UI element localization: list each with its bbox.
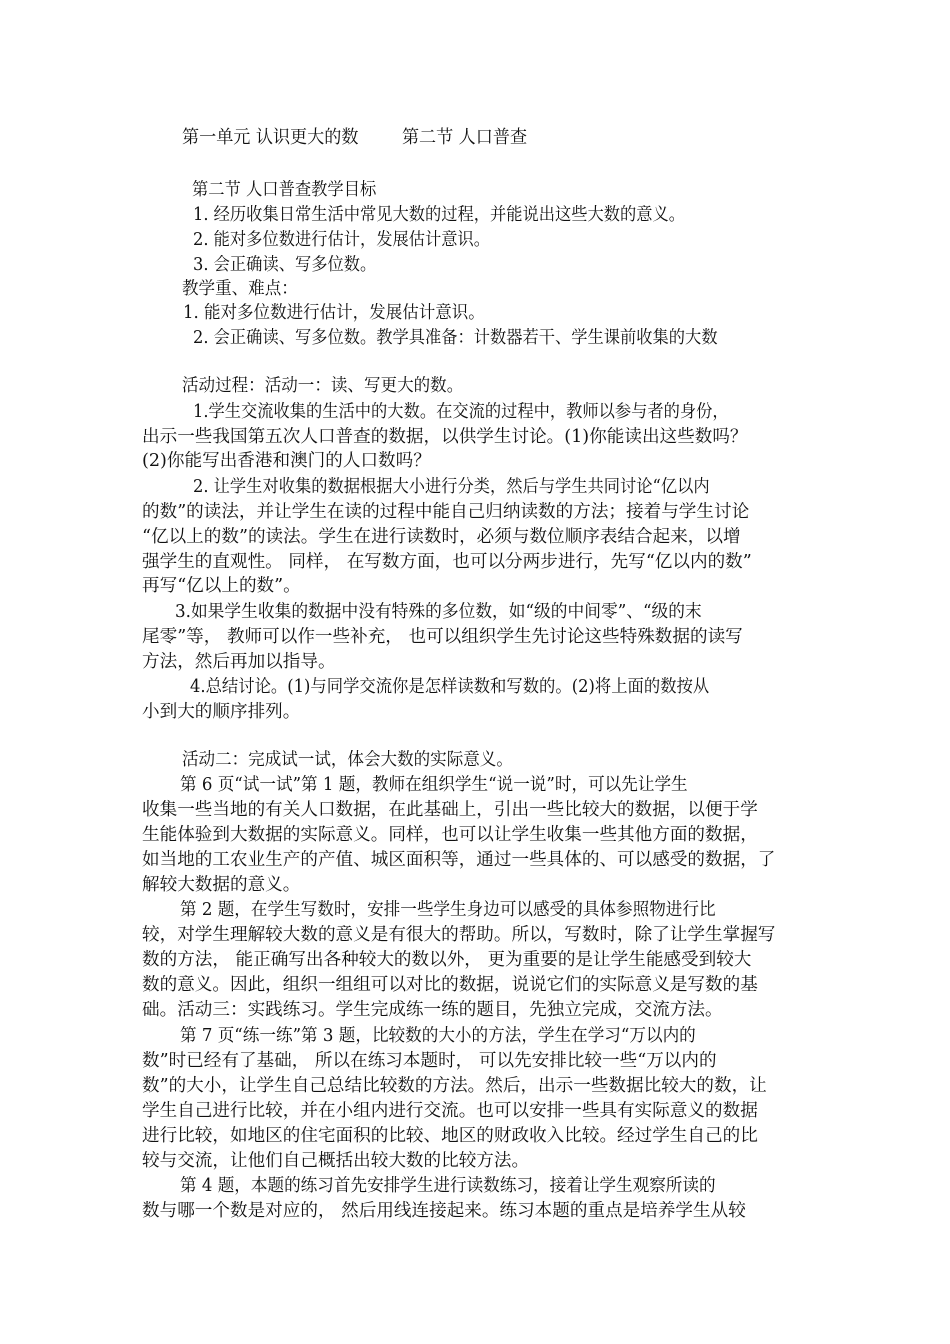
paragraph-line: 4.总结讨论。(1)与同学交流你是怎样读数和写数的。(2)将上面的数按从 bbox=[190, 677, 710, 697]
paragraph-line: “亿以上的数”的读法。学生在进行读数时，必须与数位顺序表结合起来，以增 bbox=[142, 527, 741, 547]
key-points-heading: 教学重、难点： bbox=[182, 279, 298, 299]
paragraph-line: 第 7 页“练一练”第 3 题，比较数的大小的方法，学生在学习“万以内的 bbox=[180, 1026, 696, 1046]
objective-3: 3. 会正确读、写多位数。 bbox=[193, 255, 377, 275]
paragraph-line: 较，对学生理解较大数的意义是有很大的帮助。所以，写数时，除了让学生掌握写 bbox=[142, 925, 776, 945]
paragraph-line: 较与交流，让他们自己概括出较大数的比较方法。 bbox=[142, 1151, 530, 1171]
paragraph-line: 强学生的直观性。 同样， 在写数方面，也可以分两步进行，先写“亿以内的数” bbox=[142, 552, 752, 572]
paragraph-line: 3.如果学生收集的数据中没有特殊的多位数，如“级的中间零”、“级的末 bbox=[175, 602, 702, 622]
key-point-2: 2. 会正确读、写多位数。教学具准备：计数器若干、学生课前收集的大数 bbox=[193, 328, 718, 348]
section-heading: 第二节 人口普查教学目标 bbox=[192, 180, 377, 200]
paragraph-line: 进行比较，如地区的住宅面积的比较、地区的财政收入比较。经过学生自己的比 bbox=[142, 1126, 758, 1146]
paragraph-line: 第 6 页“试一试”第 1 题，教师在组织学生“说一说”时，可以先让学生 bbox=[180, 775, 688, 795]
paragraph-line: 的数”的读法，并让学生在读的过程中能自己归纳读数的方法；接着与学生讨论 bbox=[142, 502, 750, 522]
paragraph-line: 出示一些我国第五次人口普查的数据，以供学生讨论。(1)你能读出这些数吗？ bbox=[142, 427, 748, 447]
paragraph-line: 小到大的顺序排列。 bbox=[142, 702, 301, 722]
activity-2-heading: 活动二：完成试一试，体会大数的实际意义。 bbox=[182, 750, 513, 770]
paragraph-line: 如当地的工农业生产的产值、城区面积等，通过一些具体的、可以感受的数据，了 bbox=[142, 850, 776, 870]
paragraph-line: 2. 让学生对收集的数据根据大小进行分类，然后与学生共同讨论“亿以内 bbox=[193, 477, 710, 497]
paragraph-line: (2)你能写出香港和澳门的人口数吗？ bbox=[142, 451, 431, 471]
key-point-1: 1. 能对多位数进行估计，发展估计意识。 bbox=[183, 303, 485, 323]
paragraph-line: 解较大数据的意义。 bbox=[142, 875, 301, 895]
paragraph-line: 第 2 题，在学生写数时，安排一些学生身边可以感受的具体参照物进行比 bbox=[180, 900, 716, 920]
paragraph-line: 尾零”等， 教师可以作一些补充， 也可以组织学生先讨论这些特殊数据的读写 bbox=[142, 627, 743, 647]
paragraph-line: 数与哪一个数是对应的， 然后用线连接起来。练习本题的重点是培养学生从较 bbox=[142, 1201, 746, 1221]
paragraph-line: 生能体验到大数据的实际意义。同样，也可以让学生收集一些其他方面的数据， bbox=[142, 825, 758, 845]
paragraph-line: 第 4 题，本题的练习首先安排学生进行读数练习，接着让学生观察所读的 bbox=[180, 1176, 716, 1196]
paragraph-line: 数的意义。因此，组织一组组可以对比的数据，说说它们的实际意义是写数的基 bbox=[142, 975, 758, 995]
objective-2: 2. 能对多位数进行估计，发展估计意识。 bbox=[193, 230, 491, 250]
paragraph-line: 1.学生交流收集的生活中的大数。在交流的过程中，教师以参与者的身份， bbox=[193, 402, 729, 422]
paragraph-line: 数”的大小，让学生自己总结比较数的方法。然后，出示一些数据比较大的数，让 bbox=[142, 1076, 767, 1096]
paragraph-line: 学生自己进行比较，并在小组内进行交流。也可以安排一些具有实际意义的数据 bbox=[142, 1101, 758, 1121]
paragraph-line: 收集一些当地的有关人口数据，在此基础上，引出一些比较大的数据，以便于学 bbox=[142, 800, 758, 820]
paragraph-line: 方法，然后再加以指导。 bbox=[142, 652, 336, 672]
paragraph-line: 数”时已经有了基础， 所以在练习本题时， 可以先安排比较一些“万以内的 bbox=[142, 1051, 717, 1071]
objective-1: 1. 经历收集日常生活中常见大数的过程，并能说出这些大数的意义。 bbox=[193, 205, 686, 225]
activity-1-heading: 活动过程：活动一：读、写更大的数。 bbox=[182, 376, 464, 396]
paragraph-line: 数的方法， 能正确写出各种较大的数以外， 更为重要的是让学生能感受到较大 bbox=[142, 950, 752, 970]
paragraph-line: 础。活动三：实践练习。学生完成练一练的题目，先独立完成，交流方法。 bbox=[142, 1000, 723, 1020]
paragraph-line: 再写“亿以上的数”。 bbox=[142, 576, 301, 596]
unit-section-title: 第一单元 认识更大的数 第二节 人口普查 bbox=[182, 127, 528, 148]
